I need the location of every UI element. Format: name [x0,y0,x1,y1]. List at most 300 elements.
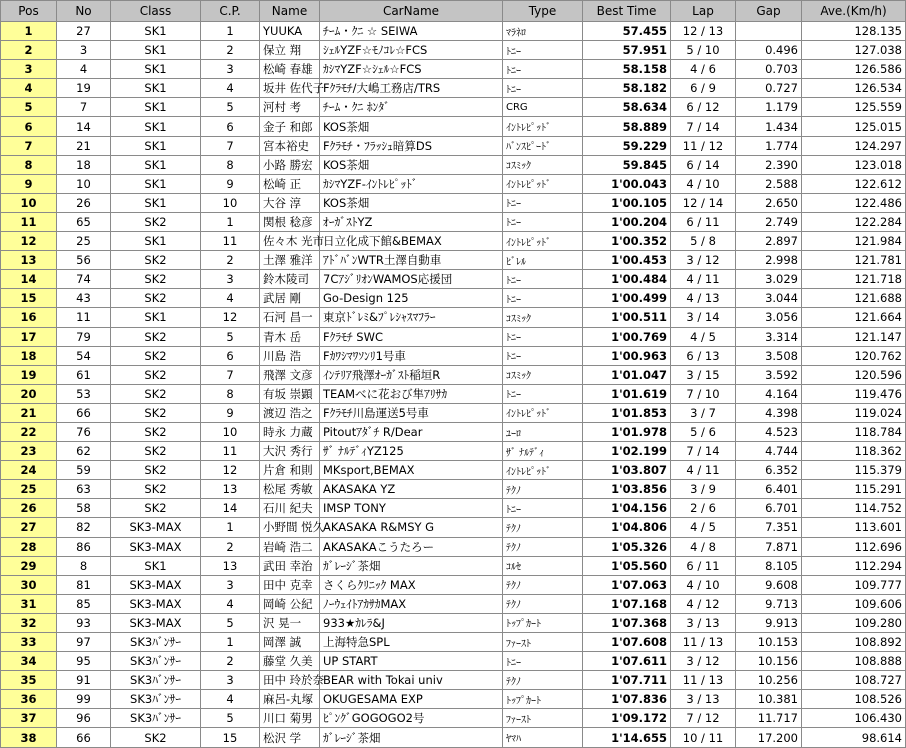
car-name-cell: MKsport,BEMAX [320,461,503,480]
average-speed-cell: 128.135 [802,22,906,41]
chassis-type-cell: ﾄﾆｰ [503,193,583,212]
number-cell: 85 [57,594,111,613]
average-speed-cell: 108.888 [802,652,906,671]
gap-cell: 10.153 [736,633,802,652]
gap-cell: 2.390 [736,155,802,174]
best-time-cell: 1'07.168 [583,594,671,613]
car-name-cell: 933★ｶﾚﾗ&J [320,613,503,632]
chassis-type-cell: ｺｽﾐｯｸ [503,365,583,384]
lap-cell: 4 / 11 [671,270,736,289]
car-name-cell: Fｸﾗﾓﾁ川島運送5号車 [320,403,503,422]
position-cell: 29 [1,556,57,575]
class-position-cell: 4 [201,594,260,613]
lap-cell: 3 / 13 [671,690,736,709]
average-speed-cell: 123.018 [802,155,906,174]
chassis-type-cell: ﾄｯﾌﾟｶｰﾄ [503,690,583,709]
car-name-cell: ﾁｰﾑ・ｸﾆ ﾎﾝﾀﾞ [320,98,503,117]
number-cell: 4 [57,60,111,79]
lap-cell: 11 / 13 [671,633,736,652]
class-position-cell: 7 [201,136,260,155]
chassis-type-cell: ﾄﾆｰ [503,270,583,289]
car-name-cell: AKASAKA R&MSY G [320,518,503,537]
best-time-cell: 1'07.368 [583,613,671,632]
class-cell: SK2 [111,270,201,289]
car-name-cell: ｼｪﾙYZF☆ﾓﾉｺﾚ☆FCS [320,41,503,60]
best-time-cell: 1'07.711 [583,671,671,690]
lap-cell: 5 / 10 [671,41,736,60]
chassis-type-cell: ｺﾙｾ [503,556,583,575]
chassis-type-cell: ﾌｧｰｽﾄ [503,709,583,728]
average-speed-cell: 121.664 [802,308,906,327]
chassis-type-cell: ﾄﾆｰ [503,79,583,98]
result-row [1,403,906,422]
lap-cell: 6 / 11 [671,212,736,231]
position-cell: 5 [1,98,57,117]
gap-cell: 9.913 [736,613,802,632]
driver-name-cell: 武田 幸治 [260,556,320,575]
driver-name-cell: 金子 和郎 [260,117,320,136]
lap-cell: 7 / 12 [671,709,736,728]
best-time-cell: 1'07.608 [583,633,671,652]
number-cell: 97 [57,633,111,652]
car-name-cell: Go-Design 125 [320,289,503,308]
number-cell: 86 [57,537,111,556]
car-name-cell: ｱﾄﾞﾊﾞﾝWTR土澤自動車 [320,251,503,270]
average-speed-cell: 118.362 [802,442,906,461]
gap-cell: 3.314 [736,327,802,346]
class-cell: SK3ﾊﾞﾝｻｰ [111,633,201,652]
car-name-cell: AKASAKAこうたろー [320,537,503,556]
lap-cell: 10 / 11 [671,728,736,747]
driver-name-cell: 小路 勝宏 [260,155,320,174]
class-cell: SK3-MAX [111,613,201,632]
chassis-type-cell: ｲﾝﾄﾚﾋﾟｯﾄﾞ [503,174,583,193]
header-gap: Gap [736,1,802,22]
car-name-cell: ｻﾞ ﾅﾙﾃﾞｨYZ125 [320,442,503,461]
results-header [1,1,906,22]
class-position-cell: 4 [201,690,260,709]
result-row [1,422,906,441]
chassis-type-cell: ﾃｸﾉ [503,575,583,594]
class-position-cell: 3 [201,60,260,79]
number-cell: 91 [57,671,111,690]
number-cell: 56 [57,251,111,270]
class-cell: SK2 [111,728,201,747]
gap-cell: 4.523 [736,422,802,441]
class-position-cell: 3 [201,575,260,594]
class-position-cell: 9 [201,174,260,193]
class-cell: SK2 [111,365,201,384]
car-name-cell: 上海特急SPL [320,633,503,652]
best-time-cell: 1'03.807 [583,461,671,480]
position-cell: 4 [1,79,57,98]
header-name: Name [260,1,320,22]
gap-cell: 6.352 [736,461,802,480]
gap-cell: 2.897 [736,232,802,251]
gap-cell: 0.703 [736,60,802,79]
lap-cell: 3 / 14 [671,308,736,327]
result-row [1,690,906,709]
driver-name-cell: 松沢 学 [260,728,320,747]
lap-cell: 4 / 8 [671,537,736,556]
chassis-type-cell: ｺｽﾐｯｸ [503,155,583,174]
gap-cell: 7.871 [736,537,802,556]
class-cell: SK3-MAX [111,575,201,594]
number-cell: 53 [57,384,111,403]
gap-cell: 10.256 [736,671,802,690]
car-name-cell: ｶﾞﾚｰｼﾞ茶畑 [320,728,503,747]
position-cell: 16 [1,308,57,327]
result-row [1,671,906,690]
average-speed-cell: 127.038 [802,41,906,60]
result-row [1,442,906,461]
class-position-cell: 2 [201,652,260,671]
class-position-cell: 3 [201,270,260,289]
driver-name-cell: 田中 玲於奈 [260,671,320,690]
number-cell: 95 [57,652,111,671]
number-cell: 10 [57,174,111,193]
position-cell: 27 [1,518,57,537]
chassis-type-cell: ｲﾝﾄﾚﾋﾟｯﾄﾞ [503,117,583,136]
best-time-cell: 1'05.560 [583,556,671,575]
class-cell: SK2 [111,480,201,499]
header-row [1,1,906,22]
class-cell: SK3ﾊﾞﾝｻｰ [111,671,201,690]
position-cell: 18 [1,346,57,365]
position-cell: 20 [1,384,57,403]
class-position-cell: 4 [201,289,260,308]
average-speed-cell: 121.984 [802,232,906,251]
driver-name-cell: 小野間 悦久 [260,518,320,537]
best-time-cell: 1'00.484 [583,270,671,289]
number-cell: 19 [57,79,111,98]
class-cell: SK1 [111,22,201,41]
driver-name-cell: 保立 翔 [260,41,320,60]
result-row [1,98,906,117]
class-position-cell: 2 [201,251,260,270]
position-cell: 24 [1,461,57,480]
best-time-cell: 1'02.199 [583,442,671,461]
car-name-cell: 東京ﾄﾞﾚﾐ&ﾌﾟﾚｼｬｽﾏﾌﾗｰ [320,308,503,327]
position-cell: 8 [1,155,57,174]
header-type: Type [503,1,583,22]
class-cell: SK3-MAX [111,537,201,556]
lap-cell: 7 / 14 [671,117,736,136]
class-cell: SK2 [111,403,201,422]
best-time-cell: 1'01.853 [583,403,671,422]
driver-name-cell: 坂井 佐代子 [260,79,320,98]
class-cell: SK3-MAX [111,518,201,537]
lap-cell: 7 / 14 [671,442,736,461]
class-cell: SK3ﾊﾞﾝｻｰ [111,690,201,709]
best-time-cell: 1'09.172 [583,709,671,728]
result-row [1,594,906,613]
driver-name-cell: 時永 力蔵 [260,422,320,441]
car-name-cell: さくらｸﾘﾆｯｸ MAX [320,575,503,594]
chassis-type-cell: ﾊﾞﾝｽﾋﾟｰﾄﾞ [503,136,583,155]
class-position-cell: 6 [201,346,260,365]
car-name-cell: TEAMべに花おび隼ｱﾘｻｶ [320,384,503,403]
class-position-cell: 12 [201,461,260,480]
average-speed-cell: 121.147 [802,327,906,346]
class-position-cell: 5 [201,613,260,632]
number-cell: 63 [57,480,111,499]
class-cell: SK2 [111,384,201,403]
lap-cell: 4 / 13 [671,289,736,308]
car-name-cell: ｵｰｶﾞｽﾄYZ [320,212,503,231]
gap-cell: 3.508 [736,346,802,365]
lap-cell: 2 / 6 [671,499,736,518]
class-position-cell: 1 [201,22,260,41]
class-position-cell: 11 [201,232,260,251]
number-cell: 66 [57,403,111,422]
lap-cell: 6 / 11 [671,556,736,575]
result-row [1,327,906,346]
lap-cell: 4 / 10 [671,575,736,594]
number-cell: 3 [57,41,111,60]
header-carname: CarName [320,1,503,22]
car-name-cell: 7CｱｼﾞﾘｵﾝWAMOS応援団 [320,270,503,289]
position-cell: 2 [1,41,57,60]
position-cell: 38 [1,728,57,747]
average-speed-cell: 119.476 [802,384,906,403]
chassis-type-cell: ﾄﾆｰ [503,384,583,403]
best-time-cell: 1'00.352 [583,232,671,251]
car-name-cell: ｲﾝﾃﾘｱ飛澤ｵｰｶﾞｽﾄ稲垣R [320,365,503,384]
gap-cell: 1.434 [736,117,802,136]
chassis-type-cell: ﾄﾆｰ [503,289,583,308]
car-name-cell: Fｸﾗﾓﾁ・ﾌﾗｯｼｭ暗算DS [320,136,503,155]
gap-cell: 3.044 [736,289,802,308]
lap-cell: 4 / 5 [671,518,736,537]
gap-cell: 2.998 [736,251,802,270]
average-speed-cell: 115.379 [802,461,906,480]
lap-cell: 12 / 13 [671,22,736,41]
chassis-type-cell: ﾄﾆｰ [503,41,583,60]
car-name-cell: UP START [320,652,503,671]
average-speed-cell: 118.784 [802,422,906,441]
car-name-cell: AKASAKA YZ [320,480,503,499]
class-cell: SK2 [111,442,201,461]
number-cell: 93 [57,613,111,632]
lap-cell: 3 / 12 [671,251,736,270]
best-time-cell: 1'07.611 [583,652,671,671]
driver-name-cell: 沢 晃一 [260,613,320,632]
driver-name-cell: 松尾 秀敏 [260,480,320,499]
position-cell: 3 [1,60,57,79]
class-position-cell: 5 [201,98,260,117]
class-position-cell: 8 [201,155,260,174]
driver-name-cell: 鈴木陵司 [260,270,320,289]
driver-name-cell: 飛澤 文彦 [260,365,320,384]
lap-cell: 4 / 5 [671,327,736,346]
class-cell: SK1 [111,174,201,193]
average-speed-cell: 108.727 [802,671,906,690]
class-position-cell: 5 [201,327,260,346]
best-time-cell: 58.634 [583,98,671,117]
position-cell: 37 [1,709,57,728]
position-cell: 31 [1,594,57,613]
car-name-cell: ﾋﾟﾝｸﾞGOGOGO2号 [320,709,503,728]
class-cell: SK2 [111,461,201,480]
position-cell: 30 [1,575,57,594]
number-cell: 82 [57,518,111,537]
driver-name-cell: 岩崎 浩二 [260,537,320,556]
result-row [1,174,906,193]
lap-cell: 11 / 12 [671,136,736,155]
result-row [1,251,906,270]
result-row [1,384,906,403]
number-cell: 43 [57,289,111,308]
average-speed-cell: 124.297 [802,136,906,155]
class-cell: SK1 [111,98,201,117]
driver-name-cell: 藤堂 久美 [260,652,320,671]
gap-cell: 4.398 [736,403,802,422]
class-position-cell: 6 [201,117,260,136]
car-name-cell: ﾁｰﾑ・ｸﾆ ☆ SEIWA [320,22,503,41]
average-speed-cell: 122.612 [802,174,906,193]
car-name-cell: Fｸﾗﾓﾁ SWC [320,327,503,346]
result-row [1,212,906,231]
number-cell: 54 [57,346,111,365]
class-cell: SK2 [111,327,201,346]
position-cell: 32 [1,613,57,632]
class-position-cell: 2 [201,41,260,60]
gap-cell: 3.029 [736,270,802,289]
result-row [1,480,906,499]
driver-name-cell: 片倉 和則 [260,461,320,480]
class-cell: SK2 [111,289,201,308]
lap-cell: 11 / 13 [671,671,736,690]
chassis-type-cell: ﾄﾆｰ [503,60,583,79]
car-name-cell: KOS茶畑 [320,193,503,212]
number-cell: 59 [57,461,111,480]
position-cell: 12 [1,232,57,251]
number-cell: 99 [57,690,111,709]
gap-cell: 1.774 [736,136,802,155]
gap-cell: 17.200 [736,728,802,747]
chassis-type-cell: ﾏﾗﾈﾛ [503,22,583,41]
lap-cell: 4 / 11 [671,461,736,480]
chassis-type-cell: ﾃｸﾉ [503,518,583,537]
driver-name-cell: 土澤 雅洋 [260,251,320,270]
position-cell: 17 [1,327,57,346]
average-speed-cell: 120.596 [802,365,906,384]
number-cell: 18 [57,155,111,174]
best-time-cell: 1'01.978 [583,422,671,441]
driver-name-cell: 川島 浩 [260,346,320,365]
gap-cell: 4.164 [736,384,802,403]
position-cell: 36 [1,690,57,709]
driver-name-cell: 松崎 正 [260,174,320,193]
gap-cell: 8.105 [736,556,802,575]
chassis-type-cell: ﾃｸﾉ [503,594,583,613]
position-cell: 28 [1,537,57,556]
result-row [1,193,906,212]
result-row [1,537,906,556]
number-cell: 21 [57,136,111,155]
driver-name-cell: YUUKA [260,22,320,41]
position-cell: 35 [1,671,57,690]
number-cell: 11 [57,308,111,327]
average-speed-cell: 109.777 [802,575,906,594]
gap-cell: 2.588 [736,174,802,193]
result-row [1,556,906,575]
result-row [1,270,906,289]
best-time-cell: 58.182 [583,79,671,98]
best-time-cell: 58.158 [583,60,671,79]
car-name-cell: 日立化成下館&BEMAX [320,232,503,251]
driver-name-cell: 佐々木 光市 [260,232,320,251]
number-cell: 27 [57,22,111,41]
best-time-cell: 1'04.156 [583,499,671,518]
position-cell: 1 [1,22,57,41]
gap-cell: 6.401 [736,480,802,499]
average-speed-cell: 121.781 [802,251,906,270]
result-row [1,136,906,155]
class-position-cell: 10 [201,422,260,441]
result-row [1,60,906,79]
best-time-cell: 1'00.204 [583,212,671,231]
gap-cell: 6.701 [736,499,802,518]
header-ave-speed: Ave.(Km/h) [802,1,906,22]
average-speed-cell: 113.601 [802,518,906,537]
lap-cell: 4 / 10 [671,174,736,193]
average-speed-cell: 126.534 [802,79,906,98]
class-cell: SK1 [111,60,201,79]
result-row [1,155,906,174]
driver-name-cell: 大沢 秀行 [260,442,320,461]
best-time-cell: 1'03.856 [583,480,671,499]
car-name-cell: KOS茶畑 [320,155,503,174]
result-row [1,79,906,98]
lap-cell: 6 / 13 [671,346,736,365]
number-cell: 14 [57,117,111,136]
result-row [1,346,906,365]
result-row [1,365,906,384]
driver-name-cell: 松崎 春雄 [260,60,320,79]
position-cell: 34 [1,652,57,671]
class-cell: SK1 [111,79,201,98]
result-row [1,633,906,652]
driver-name-cell: 川口 菊男 [260,709,320,728]
class-position-cell: 12 [201,308,260,327]
number-cell: 25 [57,232,111,251]
gap-cell: 7.351 [736,518,802,537]
best-time-cell: 1'07.836 [583,690,671,709]
chassis-type-cell: ﾄﾆｰ [503,652,583,671]
class-cell: SK1 [111,136,201,155]
lap-cell: 3 / 7 [671,403,736,422]
gap-cell [736,22,802,41]
number-cell: 26 [57,193,111,212]
class-position-cell: 13 [201,480,260,499]
lap-cell: 6 / 14 [671,155,736,174]
lap-cell: 3 / 12 [671,652,736,671]
gap-cell: 0.727 [736,79,802,98]
chassis-type-cell: ﾌｧｰｽﾄ [503,633,583,652]
chassis-type-cell: ﾄﾆｰ [503,212,583,231]
best-time-cell: 1'01.047 [583,365,671,384]
chassis-type-cell: ﾕｰﾛ [503,422,583,441]
car-name-cell: KOS茶畑 [320,117,503,136]
best-time-cell: 1'00.043 [583,174,671,193]
lap-cell: 6 / 9 [671,79,736,98]
number-cell: 76 [57,422,111,441]
average-speed-cell: 109.606 [802,594,906,613]
class-cell: SK1 [111,193,201,212]
gap-cell: 11.717 [736,709,802,728]
